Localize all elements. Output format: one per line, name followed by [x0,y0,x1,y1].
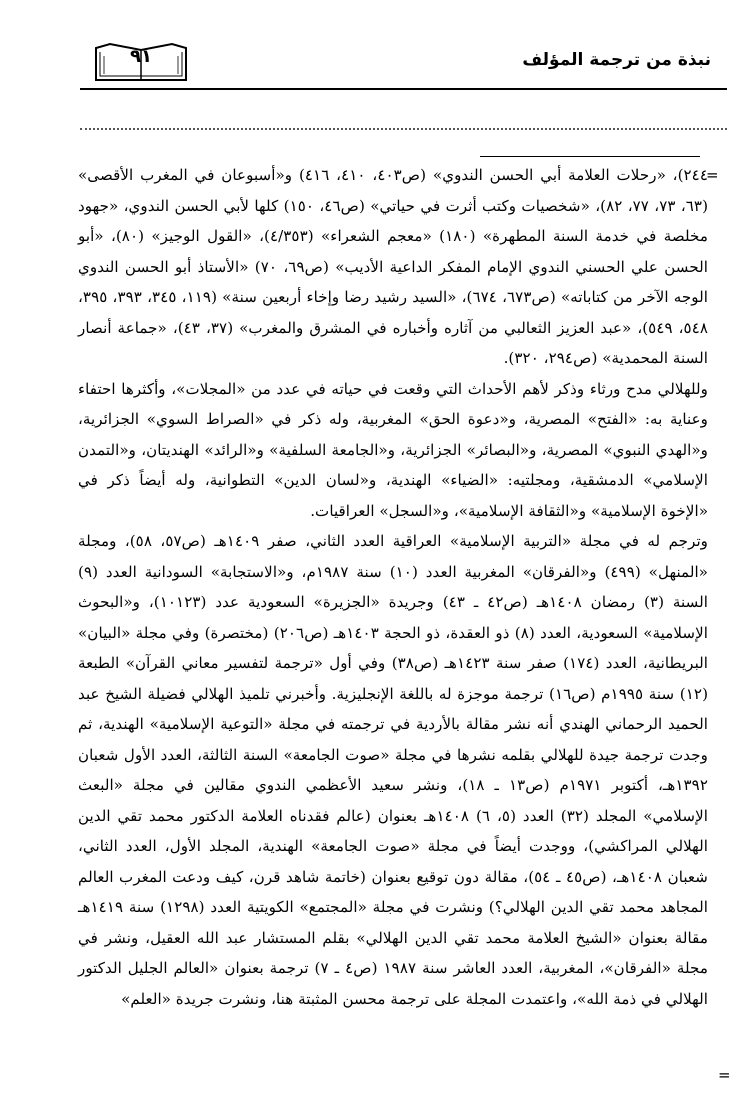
continuation-marker-top: = [706,166,719,184]
page-header [0,0,751,100]
footnote-text [78,160,708,1014]
continuation-marker-bottom: = [718,1066,731,1084]
page-number: ٩١ [130,46,152,67]
paragraph: وترجم له في مجلة «التربية الإسلامية» العراقية العدد الثاني، صفر ١٤٠٩هـ (ص٥٧، ٥٨)، ومجلة «المنهل» (٤٩٩) و«الفرقان» المغربية العدد (١٠) سنة ١٩٨٧م، و«الاستجابة» السودانية العدد (٩) السنة (٣) رمضان ١٤٠٨هـ (ص٤٢ ـ ٤٣) وجريدة «الجزيرة» السعودية عدد (١٠١٢٣)، و«البحوث الإسلامية» السعودية، العدد (٨) ذو العقدة، ذو الحجة ١٤٠٣هـ (ص٢٠٦) (مختصرة) وفي مجلة «البيان» البريطانية، العدد (١٧٤) صفر سنة ١٤٢٣هـ (ص٣٨) وفي أول «ترجمة لتفسير معاني القرآن» الطبعة (١٢) سنة ١٩٩٥م (ص١٦) ترجمة موجزة له باللغة الإنجليزية. وأخبرني تلميذ الهلالي فضيلة الشيخ عبد الحميد الرحماني الهندي أنه نشر مقالة بالأردية في ترجمته في مجلة «التوعية الإسلامية» الهندية، ثم وجدت ترجمة جيدة للهلالي بقلمه نشرها في مجلة «صوت الجامعة» السنة الثالثة، العدد الأول شعبان ١٣٩٢هـ، أكتوبر ١٩٧١م (ص١٣ ـ ١٨)، ونشر سعيد الأعظمي الندوي مقالين في مجلة «البعث الإسلامي» المجلد (٣٢) العدد (٥، ٦) ١٤٠٨هـ بعنوان (عالم فقدناه العلامة الدكتور محمد تقي الدين الهلالي المراكشي)، ووجدت أيضاً في مجلة «صوت الجامعة» الهندية، المجلد الأول، العدد الثاني، شعبان ١٤٠٨هـ، (ص٤٥ ـ ٥٤)، مقالة دون توقيع بعنوان (خاتمة شاهد قرن، كيف ودعت المغرب العالم المجاهد محمد تقي الدين الهلالي؟) ونشرت في مجلة «المجتمع» الكويتية العدد (١٢٩٨) سنة ١٤١٩هـ مقالة بعنوان «الشيخ العلامة محمد تقي الدين الهلالي» بقلم المستشار عبد الله العقيل، ونشر في مجلة «الفرقان»، المغربية، العدد العاشر سنة ١٩٨٧ (ص٤ ـ ٧) ترجمة بعنوان «العالم الجليل الدكتور الهلالي في ذمة الله»، واعتمدت المجلة على ترجمة محسن المثبتة هنا، ونشرت جريدة «العلم» [78,532,709,1008]
header-divider [80,88,727,90]
paragraph: وللهلالي مدح ورثاء وذكر لأهم الأحداث التي وقعت في حياته في عدد من «المجلات»، وأكثرها احتفاء وعناية به: «الفتح» المصرية، و«دعوة الحق» المغربية، وله ذكر في «الصراط السوي» الجزائرية، و«الهدي النبوي» المصرية، و«البصائر» الجزائرية، و«الجامعة السلفية» و«الرائد» الهنديتان، و«التمدن الإسلامي» الدمشقية، ومجلتيه: «الضياء» الهندية، و«لسان الدين» التطوانية، وله أيضاً ذكر في «الإخوة الإسلامية» و«الثقافة الإسلامية»، و«السجل» العراقيات. [78,379,708,520]
footnote-divider [480,156,700,157]
dotted-divider [80,128,727,130]
paragraph: ٢٤٤)، «رحلات العلامة أبي الحسن الندوي» (ص٤٠٣، ٤١٠، ٤١٦) و«أسبوعان في المغرب الأقصى» (٦٣، ٧٣، ٧٧، ٨٢)، «شخصيات وكتب أثرت في حياتي» (ص٤٦، ١٥٠) كلها لأبي الحسن الندوي، «جهود مخلصة في خدمة السنة المطهرة» (١٨٠) «معجم الشعراء» (٤/٣٥٣)، «القول الوجيز» (٨٠)، «أبو الحسن علي الحسني الندوي الإمام المفكر الداعية الأديب» (ص٦٩، ٧٠) «الأستاذ أبو الحسن الندوي الوجه الآخر من كتاباته» (ص٦٧٣، ٦٧٤)، «السيد رشيد رضا وإخاء أربعين سنة» (١١٩، ٣٤٥، ٣٩٣، ٣٩٥، ٥٤٨، ٥٤٩)، «عبد العزيز الثعالبي من آثاره وأخباره في المشرق والمغرب» (٣٧، ٤٣)، «جماعة أنصار السنة المحمدية» (ص٢٩٤، ٣٢٠). [78,166,709,367]
running-title: نبذة من ترجمة المؤلف [522,50,711,70]
